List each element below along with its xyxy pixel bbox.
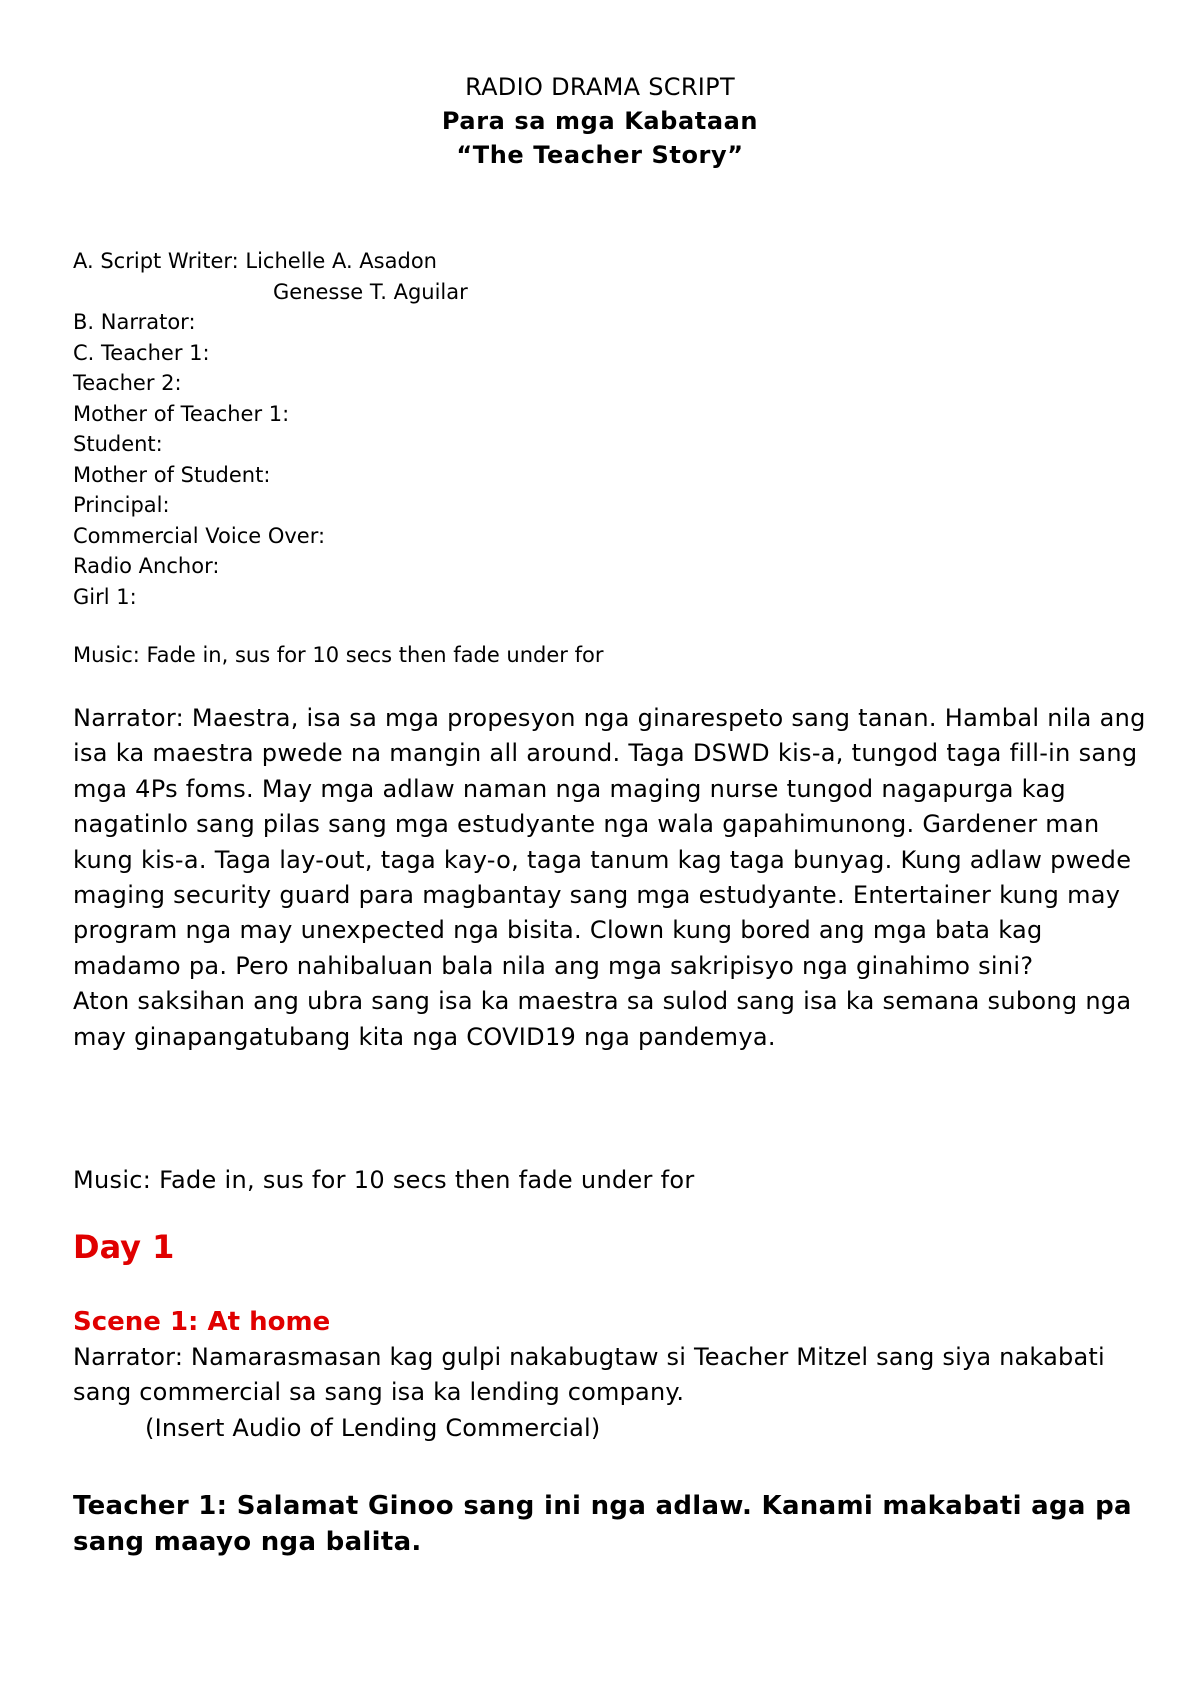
cast-commercial-voice-over: Commercial Voice Over: — [73, 523, 326, 548]
cast-teacher-1: C. Teacher 1: — [73, 340, 210, 365]
cast-list — [73, 246, 468, 612]
document-title: RADIO DRAMA SCRIPT — [465, 73, 735, 101]
scene-narration: Narrator: Namarasmasan kag gulpi nakabugtaw si Teacher Mitzel sang siya nakabati sang commercial sa sang isa ka lending company. — [73, 1343, 1105, 1407]
scene-heading: Scene 1: At home — [73, 1307, 331, 1337]
cast-student: Student: — [73, 432, 163, 456]
cast-girl-1: Girl 1: — [73, 584, 137, 609]
script-header — [0, 70, 1200, 172]
day-heading: Day 1 — [73, 1228, 175, 1266]
narration-block — [73, 701, 1153, 1055]
teacher-1-line: Teacher 1: Salamat Ginoo sang ini nga adlaw. Kanami makabati aga pa sang maayo nga balita. — [73, 1491, 1132, 1557]
cast-radio-anchor: Radio Anchor: — [73, 554, 220, 578]
music-cue-1: Music: Fade in, sus for 10 secs then fade under for — [73, 643, 604, 667]
narration-paragraph-1: Narrator: Maestra, isa sa mga propesyon nga ginarespeto sang tanan. Hambal nila ang isa ka maestra pwede na mangin all around. Taga DSWD kis-a, tungod taga fill-in sang mga 4Ps foms. May mga adlaw naman nga maging nurse tungod nagapurga kag nagatinlo sang pilas sang mga estudyante nga wala gapahimunong. Gardener man kung kis-a. Taga lay-out, taga kay-o, taga tanum kag taga bunyag. Kung adlaw pwede maging security guard para magbantay sang mga estudyante. Entertainer kung may program nga may unexpected nga bisita. Clown kung bored ang mga bata kag madamo pa. Pero nahibaluan bala nila ang mga sakripisyo nga ginahimo sini? — [73, 704, 1146, 980]
cast-mother-of-teacher-1: Mother of Teacher 1: — [73, 401, 290, 426]
insert-audio-cue: (Insert Audio of Lending Commercial) — [145, 1414, 601, 1442]
script-writer-label: A. Script Writer: — [73, 249, 246, 273]
script-writer-name-1: Lichelle A. Asadon — [245, 249, 437, 273]
document-subtitle: Para sa mga Kabataan — [441, 107, 759, 135]
script-writer-name-2: Genesse T. Aguilar — [273, 279, 468, 304]
cast-teacher-2: Teacher 2: — [73, 371, 182, 395]
cast-narrator: B. Narrator: — [73, 310, 196, 334]
music-cue-2: Music: Fade in, sus for 10 secs then fade under for — [73, 1166, 695, 1194]
narration-paragraph-2: Aton saksihan ang ubra sang isa ka maestra sa sulod sang isa ka semana subong nga may ginapangatubang kita nga COVID19 nga pandemya. — [73, 987, 1132, 1051]
cast-principal: Principal: — [73, 493, 170, 517]
cast-mother-of-student: Mother of Student: — [73, 462, 271, 487]
story-title: “The Teacher Story” — [456, 141, 744, 169]
script-writer-row — [73, 246, 468, 277]
